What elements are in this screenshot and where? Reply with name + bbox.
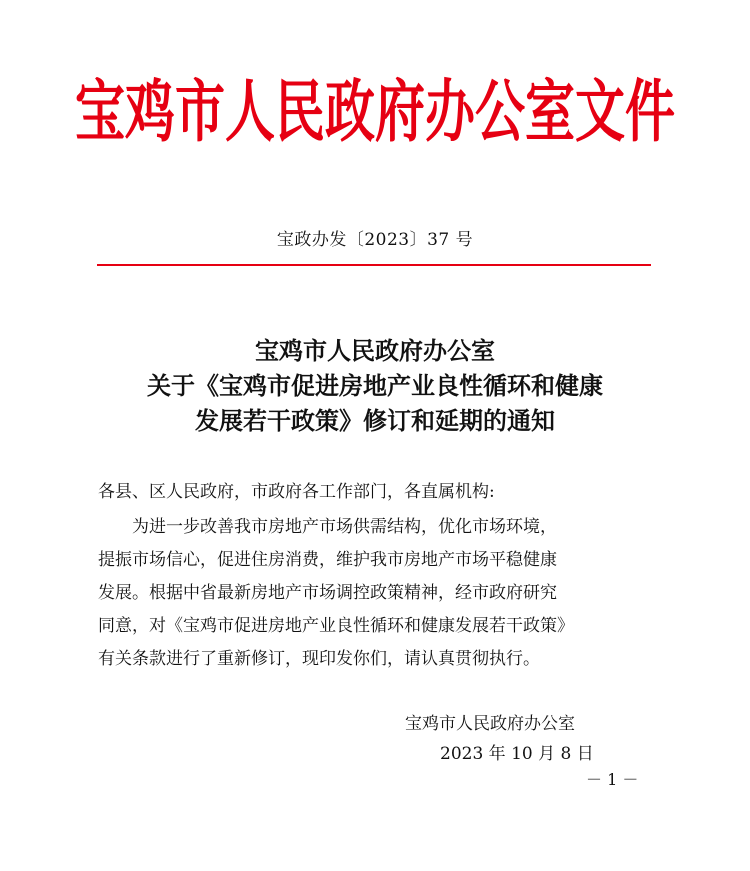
salutation: 各县、区人民政府，市政府各工作部门，各直属机构:: [98, 482, 495, 502]
notice-title-line: 发展若干政策》修订和延期的通知: [195, 406, 555, 435]
red-divider-line: [97, 264, 651, 266]
body-line: 发展。根据中省最新房地产市场调控政策精神，经市政府研究: [98, 583, 557, 603]
masthead-title: 宝鸡市人民政府办公室文件: [75, 72, 675, 152]
notice-title: [0, 333, 750, 438]
issue-date: 2023 年 10 月 8 日: [440, 744, 594, 764]
issuer-signature: 宝鸡市人民政府办公室: [405, 714, 575, 734]
notice-title-line: 关于《宝鸡市促进房地产业良性循环和健康: [147, 371, 603, 400]
body-line: 有关条款进行了重新修订，现印发你们，请认真贯彻执行。: [98, 649, 540, 669]
page-number: － 1 －: [586, 770, 639, 789]
notice-title-line: 宝鸡市人民政府办公室: [255, 336, 495, 365]
body-line: 同意，对《宝鸡市促进房地产业良性循环和健康发展若干政策》: [98, 616, 574, 636]
document-number: 宝政办发〔2023〕37 号: [276, 230, 474, 250]
body-line: 为进一步改善我市房地产市场供需结构，优化市场环境，: [132, 517, 557, 537]
body-line: 提振市场信心，促进住房消费，维护我市房地产市场平稳健康: [98, 550, 557, 570]
body-paragraph: [98, 511, 668, 676]
